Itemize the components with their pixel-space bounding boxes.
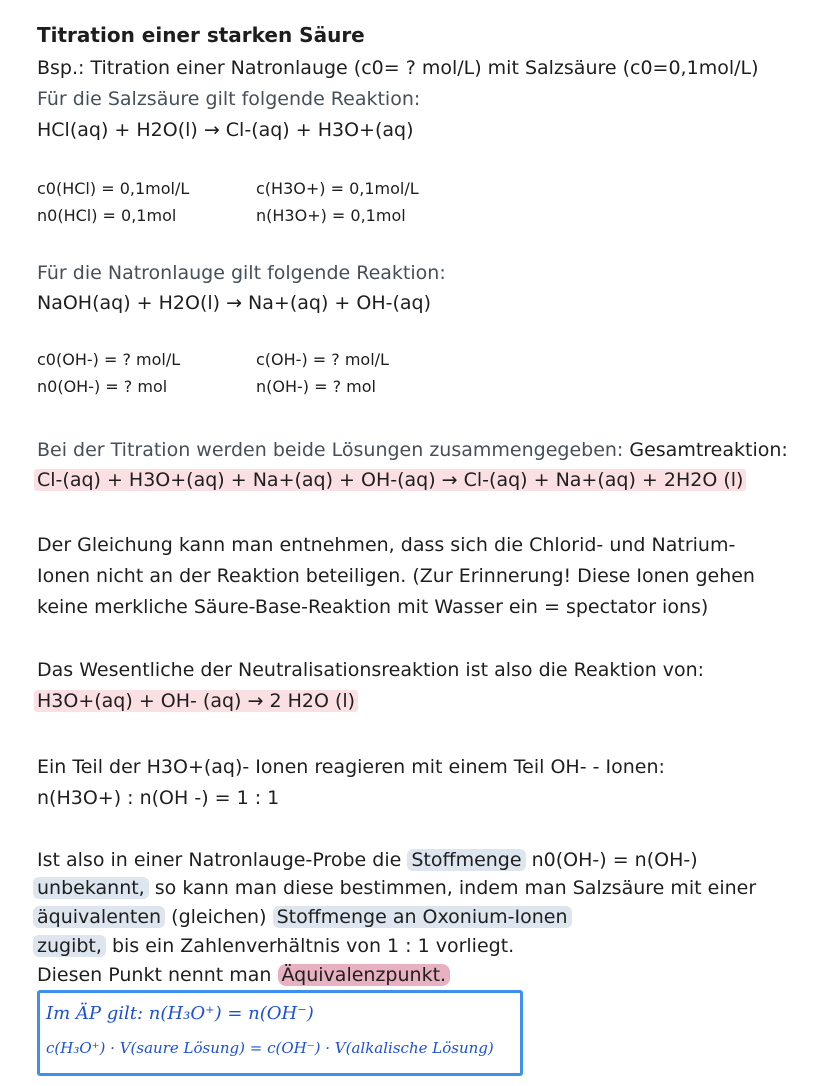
c-h3o: c(H3O+) = 0,1mol/L (256, 179, 419, 198)
spectator-line-1: Der Gleichung kann man entnehmen, dass sich die Chlorid- und Natrium- (37, 534, 736, 556)
ratio-equation: n(H3O+) : n(OH -) = 1 : 1 (37, 787, 280, 809)
n0-oh: n0(OH-) = ? mol (37, 377, 168, 396)
n0-hcl: n0(HCl) = 0,1mol (37, 206, 177, 225)
c0-hcl: c0(HCl) = 0,1mol/L (37, 179, 190, 198)
hcl-intro: Für die Salzsäure gilt folgende Reaktion: (37, 88, 421, 110)
titration-intro: Bei der Titration werden beide Lösungen zusammengegeben: (37, 439, 624, 461)
para-l1-b: n0(OH-) = n(OH-) (531, 849, 698, 871)
gesamtreaktion-label: Gesamtreaktion: (629, 439, 788, 461)
c0-oh: c0(OH-) = ? mol/L (37, 350, 181, 369)
para-l2-b: so kann man diese bestimmen, indem man Salzsäure mit einer (154, 877, 757, 899)
paragraph-line-5 (37, 962, 450, 988)
paragraph-line-4 (37, 933, 514, 959)
paragraph-line-3 (37, 904, 572, 930)
hcl-equation: HCl(aq) + H2O(l) → Cl-(aq) + H3O+(aq) (37, 119, 414, 141)
spectator-line-2: Ionen nicht an der Reaktion beteiligen. (Zur Erinnerung! Diese Ionen gehen (37, 565, 755, 587)
para-l5-a: Diesen Punkt nennt man (37, 964, 272, 986)
essence-equation-line (37, 688, 358, 714)
highlight-stoffmenge: Stoffmenge (407, 849, 525, 871)
paragraph-line-1 (37, 847, 698, 873)
essence-equation: H3O+(aq) + OH- (aq) → 2 H2O (l) (34, 690, 358, 712)
document-title: Titration einer starken Säure (37, 23, 365, 47)
titration-line (37, 437, 788, 463)
total-equation: Cl-(aq) + H3O+(aq) + Na+(aq) + OH-(aq) → Cl-(aq) + Na+(aq) + 2H2O (l) (34, 469, 746, 491)
highlight-aequivalenzpunkt: Äquivalenzpunkt. (278, 964, 451, 986)
example-line: Bsp.: Titration einer Natronlauge (c0= ? mol/L) mit Salzsäure (c0=0,1mol/L) (37, 57, 759, 79)
equivalence-point-box (37, 990, 523, 1076)
spectator-line-3: keine merkliche Säure-Base-Reaktion mit Wasser ein = spectator ions) (37, 596, 709, 618)
para-l4-b: bis ein Zahlenverhältnis von 1 : 1 vorliegt. (111, 935, 515, 957)
paragraph-line-2 (37, 875, 756, 901)
highlight-stoffmenge-oxonium: Stoffmenge an Oxonium-Ionen (273, 906, 572, 928)
naoh-intro: Für die Natronlauge gilt folgende Reaktion: (37, 262, 446, 284)
box-line-1: Im ÄP gilt: n(H₃O⁺) = n(OH⁻) (46, 1003, 314, 1024)
essence-text: Das Wesentliche der Neutralisationsreaktion ist also die Reaktion von: (37, 659, 705, 681)
naoh-equation: NaOH(aq) + H2O(l) → Na+(aq) + OH-(aq) (37, 292, 431, 314)
highlight-zugibt: zugibt, (33, 935, 106, 957)
ratio-text: Ein Teil der H3O+(aq)- Ionen reagieren mit einem Teil OH- - Ionen: (37, 756, 665, 778)
c-oh: c(OH-) = ? mol/L (256, 350, 389, 369)
para-l3-b: (gleichen) (171, 906, 267, 928)
n-h3o: n(H3O+) = 0,1mol (256, 206, 406, 225)
total-equation-line (37, 467, 746, 493)
highlight-unbekannt: unbekannt, (33, 877, 149, 899)
highlight-aequivalenten: äquivalenten (33, 906, 165, 928)
n-oh: n(OH-) = ? mol (256, 377, 376, 396)
box-line-2: c(H₃O⁺) · V(saure Lösung) = c(OH⁻) · V(alkalische Lösung) (46, 1039, 494, 1057)
para-l1-a: Ist also in einer Natronlauge-Probe die (37, 849, 402, 871)
